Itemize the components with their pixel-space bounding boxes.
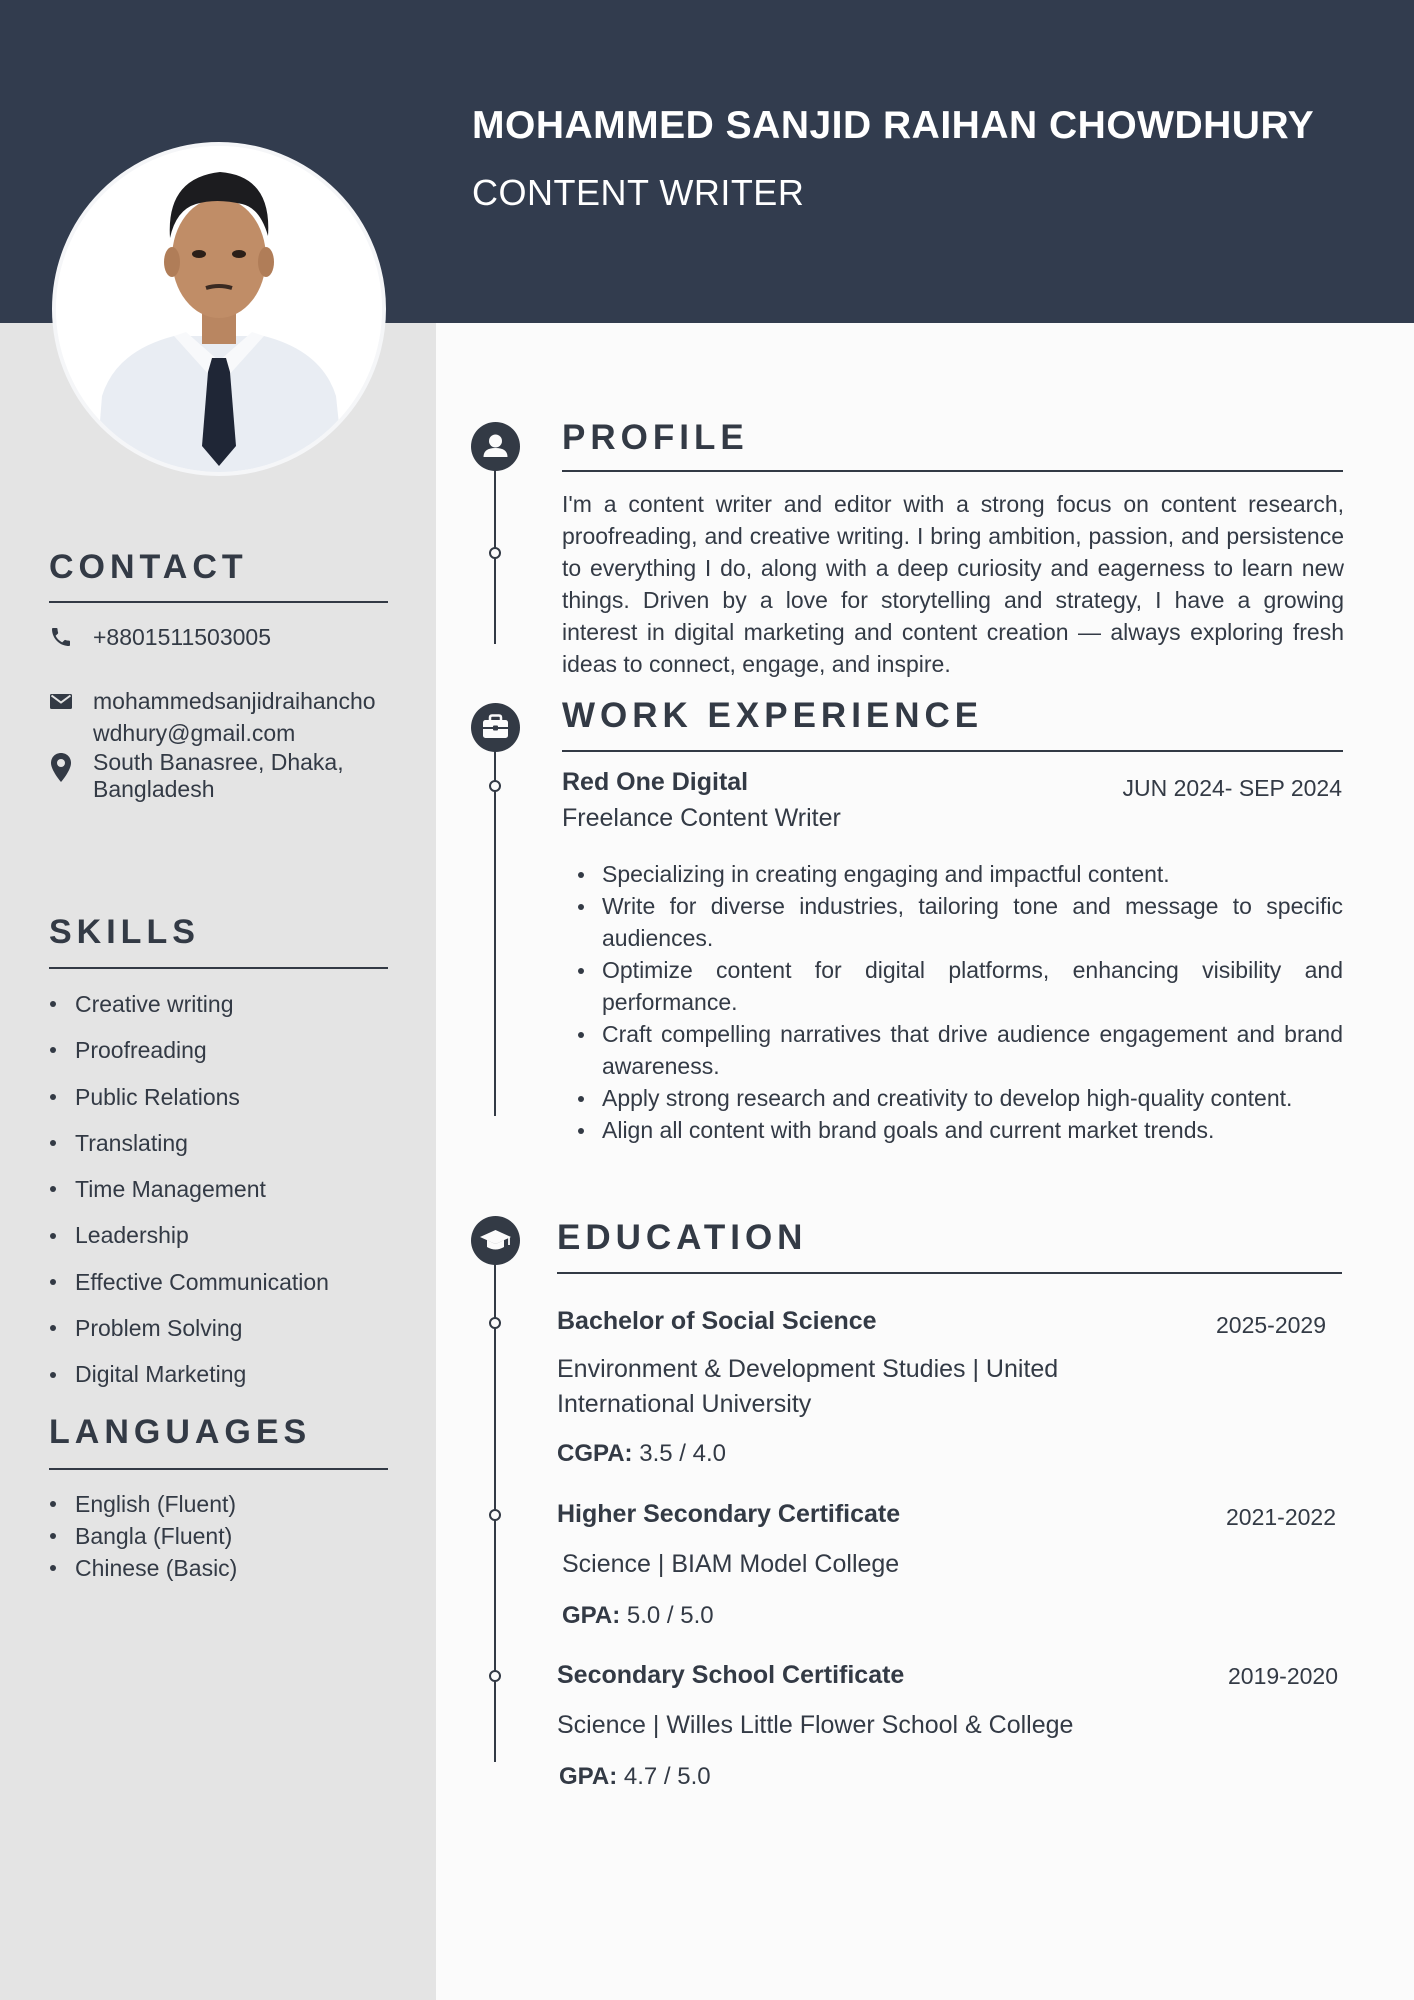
job-company: Red One Digital <box>562 768 749 796</box>
language-item: English (Fluent) <box>49 1488 389 1520</box>
degree-title: Secondary School Certificate <box>557 1661 905 1689</box>
languages-divider <box>49 1468 388 1470</box>
candidate-name: MOHAMMED SANJID RAIHAN CHOWDHURY <box>472 104 1315 147</box>
job-bullet: Align all content with brand goals and current market trends. <box>562 1114 1343 1146</box>
timeline-dot <box>489 1670 501 1682</box>
email-address: mohammedsanjidraihanchowdhury@gmail.com <box>93 688 376 746</box>
languages-list <box>49 1488 389 1584</box>
contact-heading: CONTACT <box>49 548 248 586</box>
languages-heading: LANGUAGES <box>49 1413 312 1451</box>
contact-email[interactable] <box>49 685 389 749</box>
job-bullet: Specializing in creating engaging and impactful content. <box>562 858 1343 890</box>
education-section-icon <box>471 1216 520 1265</box>
degree-title: Higher Secondary Certificate <box>557 1500 901 1528</box>
profile-section-icon <box>471 422 520 471</box>
degree-institution: Environment & Development Studies | United International University <box>557 1355 1059 1418</box>
degree-years: 2021-2022 <box>1226 1504 1336 1530</box>
user-icon <box>471 422 520 471</box>
phone-number: +8801511503005 <box>93 624 272 650</box>
contact-divider <box>49 601 388 603</box>
skills-heading: SKILLS <box>49 913 200 951</box>
skill-item: Translating <box>49 1120 389 1166</box>
portrait-photo-icon <box>56 146 382 472</box>
profile-divider <box>562 470 1343 472</box>
degree-title: Bachelor of Social Science <box>557 1307 877 1335</box>
degree-years: 2019-2020 <box>1228 1663 1338 1689</box>
gpa-value: 4.7 / 5.0 <box>623 1763 711 1790</box>
gpa-label: CGPA: <box>557 1440 633 1467</box>
job-role: Freelance Content Writer <box>562 804 841 832</box>
experience-heading: WORK EXPERIENCE <box>562 696 984 735</box>
job-bullet: Write for diverse industries, tailoring tone and message to specific audiences. <box>562 890 1343 954</box>
timeline-dot <box>489 1509 501 1521</box>
education-divider <box>557 1272 1342 1274</box>
gpa-label: GPA: <box>559 1763 618 1790</box>
job-bullet: Apply strong research and creativity to develop high-quality content. <box>562 1082 1343 1114</box>
skill-item: Proofreading <box>49 1027 389 1073</box>
job-responsibilities <box>562 858 1343 1146</box>
phone-icon <box>49 625 73 649</box>
experience-section-icon <box>471 703 520 752</box>
timeline-line <box>494 446 496 644</box>
profile-summary: I'm a content writer and editor with a strong focus on content research, proofreading, and creative writing. I bring ambition, passion, and persistence to everything I do, along with a deep curiosity and eagerness to learn new things. Driven by a love for storytelling and strategy, I have a growing interest in digital marketing and content creation — always exploring fresh ideas to connect, engage, and inspire. <box>562 491 1344 677</box>
skill-item: Effective Communication <box>49 1259 389 1305</box>
address-text: South Banasree, Dhaka, Bangladesh <box>93 749 344 802</box>
gpa-value: 3.5 / 4.0 <box>639 1440 726 1467</box>
profile-photo <box>52 142 386 476</box>
email-icon <box>49 689 73 713</box>
degree-institution: Science | BIAM Model College <box>562 1550 900 1578</box>
experience-divider <box>562 750 1343 752</box>
location-pin-icon <box>49 753 73 777</box>
timeline-dot <box>489 780 501 792</box>
skill-item: Creative writing <box>49 981 389 1027</box>
gpa-value: 5.0 / 5.0 <box>626 1602 714 1629</box>
degree-gpa <box>559 1763 711 1791</box>
degree-institution: Science | Willes Little Flower School & College <box>557 1711 1074 1739</box>
education-heading: EDUCATION <box>557 1218 808 1257</box>
skills-divider <box>49 967 388 969</box>
language-item: Chinese (Basic) <box>49 1552 389 1584</box>
contact-phone[interactable] <box>49 621 389 653</box>
skill-item: Problem Solving <box>49 1305 389 1351</box>
degree-gpa <box>557 1440 726 1468</box>
degree-gpa <box>562 1602 714 1630</box>
skill-item: Public Relations <box>49 1074 389 1120</box>
skill-item: Leadership <box>49 1212 389 1258</box>
timeline-dot <box>489 1317 501 1329</box>
job-bullet: Optimize content for digital platforms, enhancing visibility and performance. <box>562 954 1343 1018</box>
contact-address <box>49 749 389 803</box>
briefcase-icon <box>471 703 520 752</box>
gpa-label: GPA: <box>562 1602 621 1629</box>
skills-list <box>49 981 389 1398</box>
job-bullet: Craft compelling narratives that drive audience engagement and brand awareness. <box>562 1018 1343 1082</box>
timeline-dot <box>489 547 501 559</box>
job-dates: JUN 2024- SEP 2024 <box>1122 775 1342 801</box>
skill-item: Time Management <box>49 1166 389 1212</box>
job-title: CONTENT WRITER <box>472 172 805 213</box>
skill-item: Digital Marketing <box>49 1351 389 1397</box>
degree-years: 2025-2029 <box>1216 1312 1326 1338</box>
graduation-cap-icon <box>471 1216 520 1265</box>
profile-heading: PROFILE <box>562 418 749 457</box>
language-item: Bangla (Fluent) <box>49 1520 389 1552</box>
